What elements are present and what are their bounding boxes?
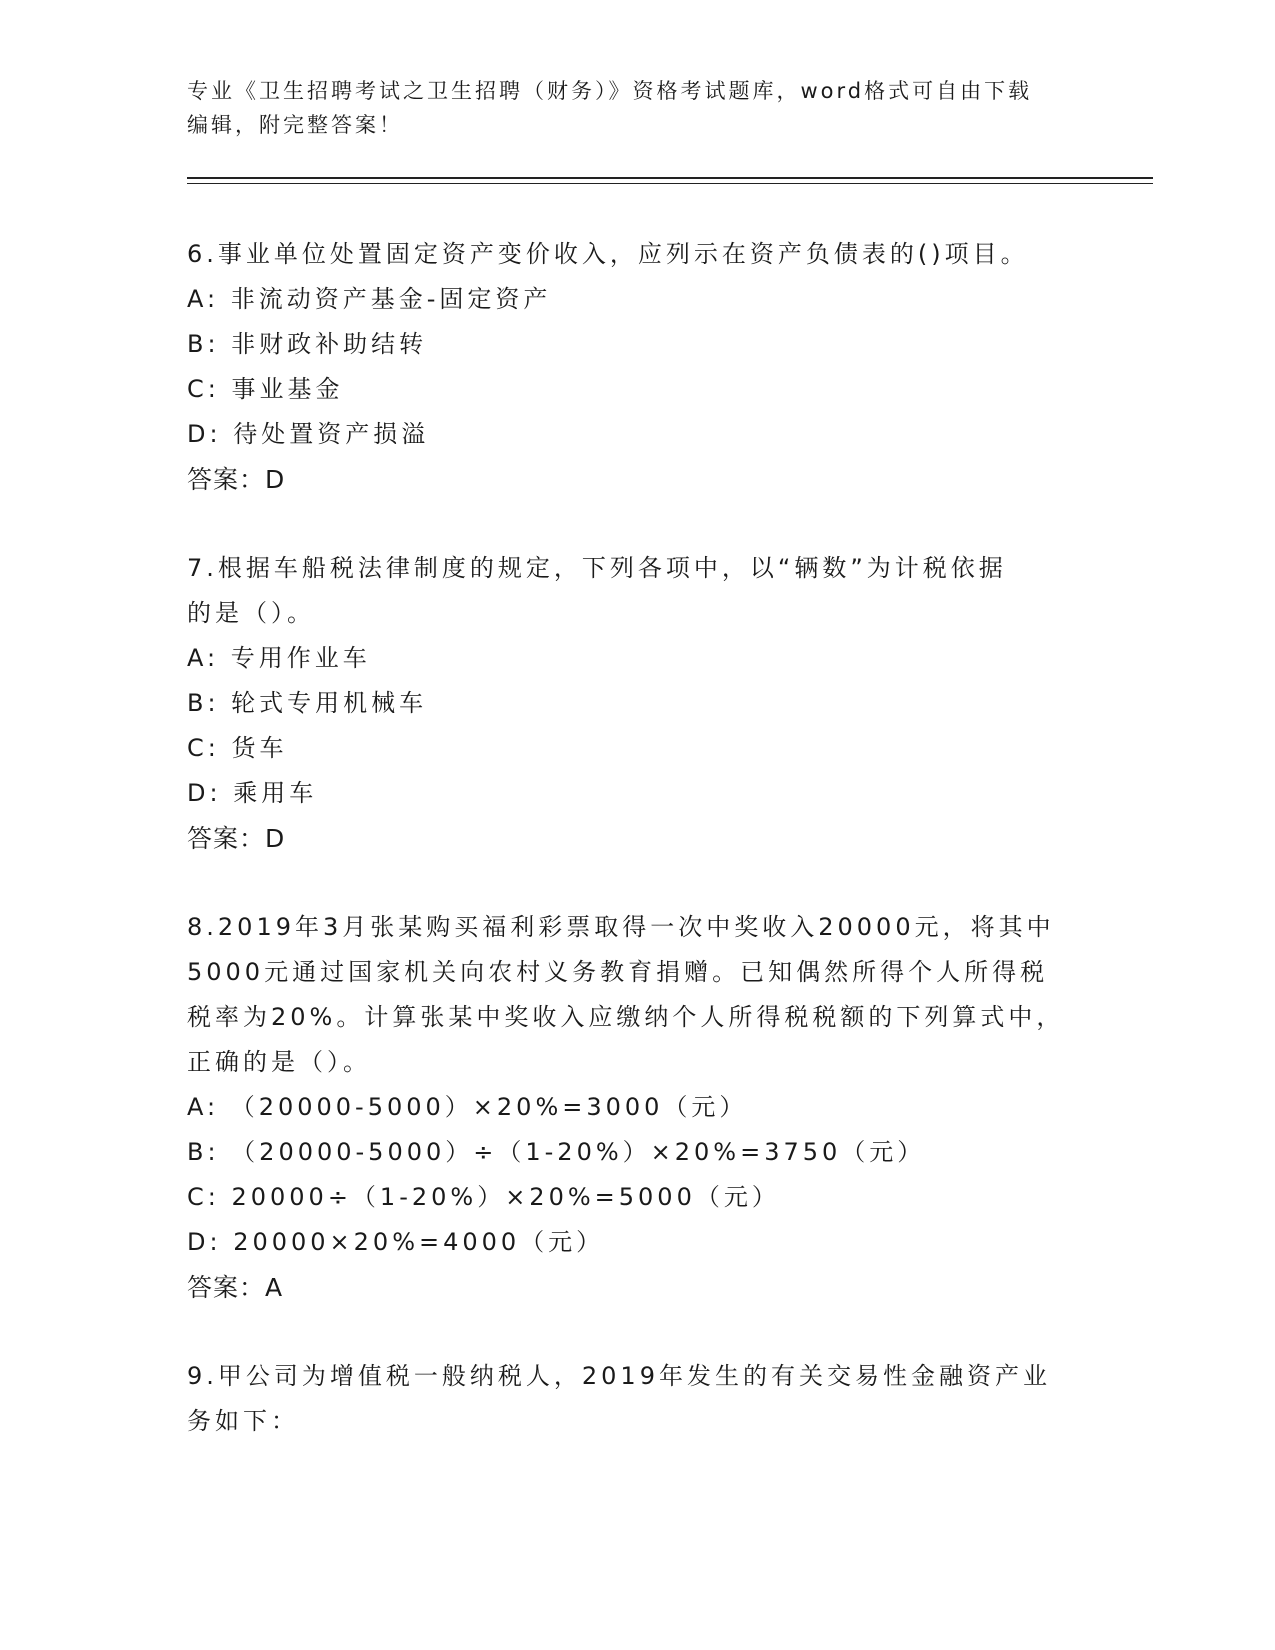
option-d: D: 待处置资产损溢 [187, 420, 430, 448]
document-header [187, 74, 1067, 142]
question-text-line: 7.根据车船税法律制度的规定，下列各项中，以“辆数”为计税依据 [187, 554, 1007, 582]
option-a: A: 专用作业车 [187, 644, 371, 672]
question-text-line: 的是（）。 [187, 599, 315, 627]
option-d: D: 乘用车 [187, 779, 318, 807]
option-b: B: 轮式专用机械车 [187, 689, 428, 717]
question-text-line: 税率为20%。计算张某中奖收入应缴纳个人所得税税额的下列算式中， [187, 1003, 1065, 1031]
option-d: D: 20000×20%=4000（元） [187, 1228, 605, 1256]
header-line-2: 编辑，附完整答案！ [187, 113, 403, 137]
header-line-1: 专业《卫生招聘考试之卫生招聘（财务）》资格考试题库，word格式可自由下载 [187, 79, 1033, 103]
header-divider-thin [187, 183, 1153, 184]
option-b: B: 非财政补助结转 [187, 330, 428, 358]
question-text-line: 务如下： [187, 1407, 299, 1435]
question-6 [187, 232, 1067, 502]
question-text-line: 正确的是（）。 [187, 1048, 371, 1076]
option-c: C: 货车 [187, 734, 288, 762]
question-text-line: 9.甲公司为增值税一般纳税人，2019年发生的有关交易性金融资产业 [187, 1362, 1051, 1390]
question-9 [187, 1354, 1067, 1444]
question-7 [187, 546, 1067, 861]
option-a: A: （20000-5000）×20%=3000（元） [187, 1093, 748, 1121]
answer: 答案：D [187, 824, 286, 853]
option-a: A: 非流动资产基金-固定资产 [187, 285, 552, 313]
option-c: C: 事业基金 [187, 375, 344, 403]
question-8 [187, 905, 1067, 1310]
header-divider-thick [187, 177, 1153, 179]
option-c: C: 20000÷（1-20%）×20%=5000（元） [187, 1183, 780, 1211]
question-text: 6.事业单位处置固定资产变价收入，应列示在资产负债表的()项目。 [187, 240, 1029, 268]
question-list [187, 232, 1067, 1488]
answer: 答案：D [187, 465, 286, 494]
question-text-line: 5000元通过国家机关向农村义务教育捐赠。已知偶然所得个人所得税 [187, 958, 1049, 986]
answer: 答案：A [187, 1273, 284, 1302]
option-b: B: （20000-5000）÷（1-20%）×20%=3750（元） [187, 1138, 926, 1166]
question-text-line: 8.2019年3月张某购买福利彩票取得一次中奖收入20000元，将其中 [187, 913, 1055, 941]
